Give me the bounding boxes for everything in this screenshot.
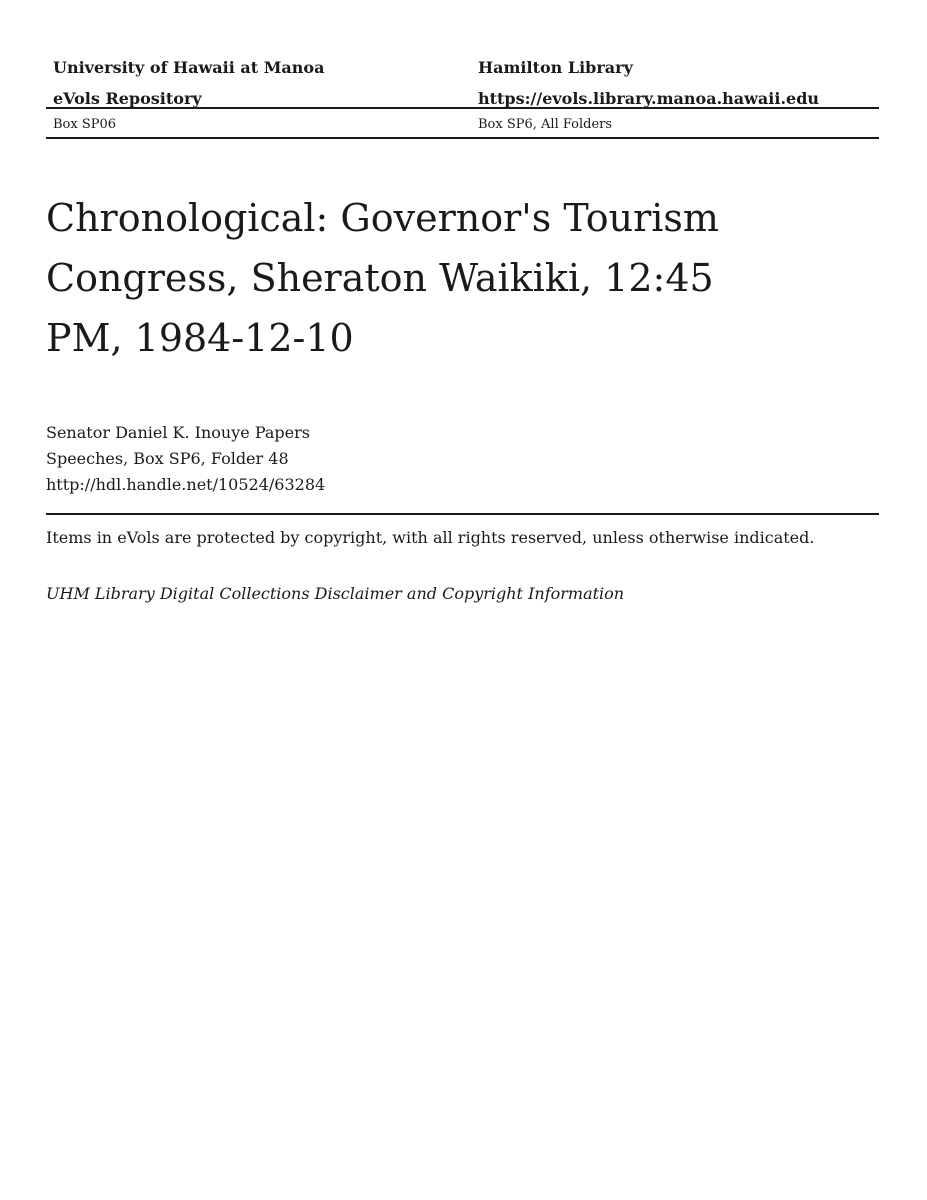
metadata-block xyxy=(46,420,325,498)
header-row-1 xyxy=(46,52,879,83)
box-divider xyxy=(46,137,879,139)
repository-name: eVols Repository xyxy=(53,89,202,108)
box-folders: Box SP6, All Folders xyxy=(478,117,613,132)
document-title: Chronological: Governor's Tourism Congress, Sheraton Waikiki, 12:45 PM, 1984-12-10 xyxy=(46,196,719,360)
disclaimer-link[interactable]: UHM Library Digital Collections Disclaimer and Copyright Information xyxy=(46,584,625,603)
box-info-row xyxy=(46,117,879,132)
handle-link[interactable]: http://hdl.handle.net/10524/63284 xyxy=(46,475,326,494)
header-divider xyxy=(46,107,879,109)
copyright-notice: Items in eVols are protected by copyright, with all rights reserved, unless otherwise indicated. xyxy=(46,528,815,547)
repository-url[interactable]: https://evols.library.manoa.hawaii.edu xyxy=(478,89,820,108)
institution-name: University of Hawaii at Manoa xyxy=(53,58,325,77)
header-row-2 xyxy=(46,83,879,114)
folder-location: Speeches, Box SP6, Folder 48 xyxy=(46,449,289,468)
box-id: Box SP06 xyxy=(53,117,117,132)
header-block xyxy=(46,52,879,114)
footer-divider xyxy=(46,513,879,515)
collection-name: Senator Daniel K. Inouye Papers xyxy=(46,423,310,442)
library-name: Hamilton Library xyxy=(478,58,633,77)
